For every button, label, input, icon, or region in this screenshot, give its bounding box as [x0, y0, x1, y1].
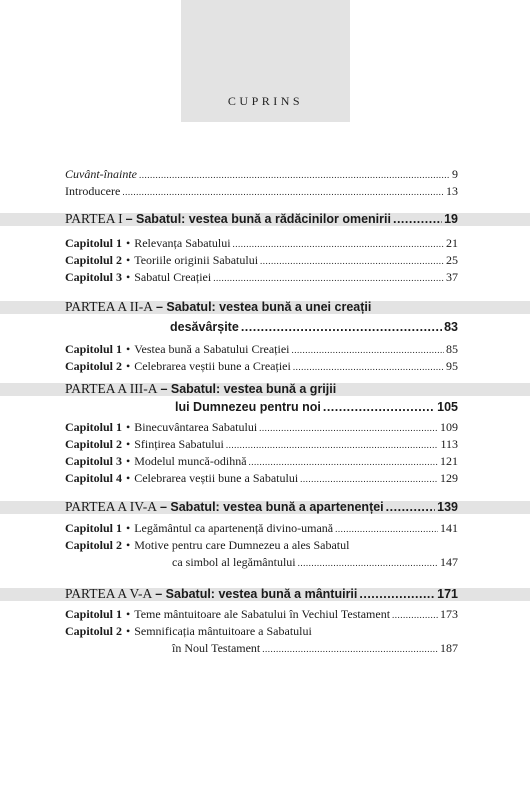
toc-chapter[interactable]: [65, 269, 458, 285]
title-box: [181, 0, 350, 122]
chapter-title: Teoriile originii Sabatului: [134, 253, 259, 267]
part-lead: PARTEA A III-A: [65, 381, 158, 396]
toc-chapter[interactable]: [65, 537, 458, 553]
toc-part-1[interactable]: [65, 210, 458, 228]
chapter-page: 85: [446, 342, 458, 356]
part-lead: PARTEA A V-A: [65, 586, 153, 601]
toc-part-4[interactable]: [65, 498, 458, 516]
toc-chapter[interactable]: [65, 453, 458, 469]
toc-chapter[interactable]: [65, 235, 458, 251]
bullet: •: [126, 270, 131, 284]
dot-leader: [213, 270, 444, 286]
bullet: •: [126, 342, 131, 356]
chapter-label: Capitolul 3: [65, 454, 123, 468]
dot-leader: [300, 471, 438, 487]
dot-leader: [323, 398, 435, 416]
toc-chapter[interactable]: [65, 470, 458, 486]
chapter-page: 95: [446, 359, 458, 373]
chapter-page: 21: [446, 236, 458, 250]
part-title-cont: desăvârșite: [170, 320, 239, 334]
dot-leader: [392, 607, 438, 623]
bullet: •: [126, 538, 131, 552]
dot-leader: [139, 167, 450, 183]
chapter-title: Teme mântuitoare ale Sabatului în Vechiul Testament: [134, 607, 391, 621]
part-page: 19: [444, 212, 458, 226]
chapter-label: Capitolul 1: [65, 236, 123, 250]
bullet: •: [126, 471, 131, 485]
chapter-label: Capitolul 2: [65, 624, 123, 638]
chapter-label: Capitolul 4: [65, 471, 123, 485]
dot-leader: [393, 210, 442, 228]
toc-entry-label: Introducere: [65, 184, 121, 198]
part-page: 139: [437, 500, 458, 514]
dot-leader: [226, 437, 439, 453]
dot-leader: [259, 420, 438, 436]
chapter-title: Binecuvântarea Sabatului: [134, 420, 258, 434]
dot-leader: [298, 555, 438, 571]
chapter-label: Capitolul 1: [65, 521, 123, 535]
chapter-page: 141: [440, 521, 458, 535]
chapter-title: Legământul ca apartenență divino-umană: [134, 521, 334, 535]
toc-entry-page: 13: [446, 184, 458, 198]
part-title-cont: lui Dumnezeu pentru noi: [175, 400, 321, 414]
toc-chapter-continuation[interactable]: [172, 640, 458, 656]
bullet: •: [126, 607, 131, 621]
bullet: •: [126, 236, 131, 250]
part-title: – Sabatul: vestea bună a unei creații: [155, 300, 372, 314]
toc-part-2[interactable]: [65, 298, 458, 316]
chapter-label: Capitolul 1: [65, 342, 123, 356]
toc-chapter[interactable]: [65, 606, 458, 622]
chapter-title: Sabatul Creației: [134, 270, 212, 284]
bullet: •: [126, 454, 131, 468]
part-title: – Sabatul: vestea bună a mântuirii: [155, 587, 358, 601]
dot-leader: [293, 359, 444, 375]
dot-leader: [386, 498, 435, 516]
dot-leader: [249, 454, 438, 470]
part-lead: PARTEA I: [65, 211, 123, 226]
bullet: •: [126, 521, 131, 535]
dot-leader: [260, 253, 444, 269]
toc-chapter-continuation[interactable]: [172, 554, 458, 570]
part-title: – Sabatul: vestea bună a grijii: [160, 382, 337, 396]
toc-entry-label: Cuvânt-înainte: [65, 167, 137, 181]
bullet: •: [126, 253, 131, 267]
chapter-label: Capitolul 2: [65, 253, 123, 267]
chapter-title-cont: ca simbol al legământului: [172, 555, 296, 569]
chapter-label: Capitolul 1: [65, 420, 123, 434]
toc-chapter[interactable]: [65, 436, 458, 452]
dot-leader: [241, 318, 442, 336]
dot-leader: [122, 184, 444, 200]
chapter-title: Modelul muncă-odihnă: [134, 454, 247, 468]
part-page: 83: [444, 320, 458, 334]
chapter-title-cont: în Noul Testament: [172, 641, 261, 655]
chapter-page: 173: [440, 607, 458, 621]
chapter-page: 129: [440, 471, 458, 485]
toc-chapter[interactable]: [65, 520, 458, 536]
part-title: – Sabatul: vestea bună a apartenenței: [159, 500, 384, 514]
page-title: CUPRINS: [227, 94, 304, 108]
chapter-page: 147: [440, 555, 458, 569]
chapter-title: Vestea bună a Sabatului Creației: [134, 342, 290, 356]
part-title: – Sabatul: vestea bună a rădăcinilor omenirii: [125, 212, 391, 226]
toc-part-3[interactable]: [65, 380, 458, 398]
bullet: •: [126, 359, 131, 373]
toc-part-5[interactable]: [65, 585, 458, 603]
chapter-page: 37: [446, 270, 458, 284]
toc-entry-introduction[interactable]: [65, 183, 458, 199]
toc-entry-foreword[interactable]: [65, 166, 458, 182]
toc-entry-page: 9: [452, 167, 458, 181]
chapter-title: Sfințirea Sabatului: [134, 437, 224, 451]
dot-leader: [233, 236, 444, 252]
chapter-label: Capitolul 2: [65, 437, 123, 451]
toc-chapter[interactable]: [65, 341, 458, 357]
dot-leader: [335, 521, 438, 537]
part-title-continuation[interactable]: [175, 398, 458, 416]
chapter-page: 187: [440, 641, 458, 655]
chapter-title: Celebrarea veștii bune a Sabatului: [134, 471, 299, 485]
chapter-page: 113: [440, 437, 458, 451]
chapter-page: 121: [440, 454, 458, 468]
chapter-page: 109: [440, 420, 458, 434]
toc-chapter[interactable]: [65, 358, 458, 374]
bullet: •: [126, 624, 131, 638]
chapter-title: Semnificația mântuitoare a Sabatului: [134, 624, 312, 638]
part-lead: PARTEA A II-A: [65, 299, 153, 314]
chapter-page: 25: [446, 253, 458, 267]
chapter-label: Capitolul 1: [65, 607, 123, 621]
part-title-continuation[interactable]: [170, 318, 458, 336]
chapter-label: Capitolul 2: [65, 359, 123, 373]
part-page: 105: [437, 400, 458, 414]
toc-chapter[interactable]: [65, 419, 458, 435]
dot-leader: [262, 641, 438, 657]
part-lead: PARTEA A IV-A: [65, 499, 157, 514]
bullet: •: [126, 420, 131, 434]
dot-leader: [292, 342, 445, 358]
chapter-title: Motive pentru care Dumnezeu a ales Sabatul: [134, 538, 350, 552]
chapter-title: Celebrarea veștii bune a Creației: [134, 359, 291, 373]
chapter-label: Capitolul 2: [65, 538, 123, 552]
bullet: •: [126, 437, 131, 451]
part-page: 171: [437, 587, 458, 601]
toc-chapter[interactable]: [65, 623, 458, 639]
toc-chapter[interactable]: [65, 252, 458, 268]
chapter-label: Capitolul 3: [65, 270, 123, 284]
dot-leader: [359, 585, 435, 603]
chapter-title: Relevanța Sabatului: [134, 236, 231, 250]
